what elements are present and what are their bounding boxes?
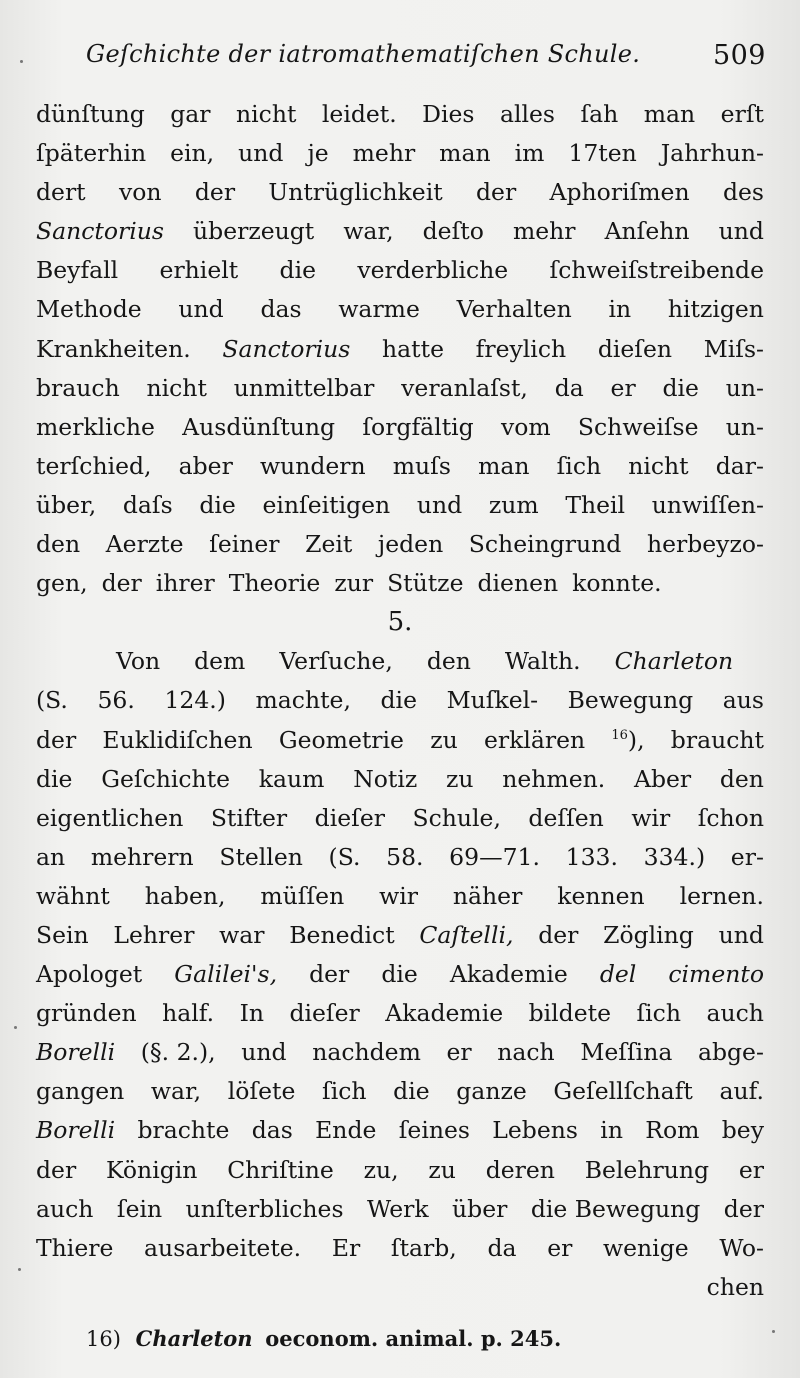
word: mehr	[352, 139, 416, 168]
word: ganze	[456, 1077, 527, 1106]
section-number	[36, 603, 764, 642]
word: dert	[36, 178, 86, 207]
word: Stifter	[210, 803, 288, 832]
word: 5.	[387, 607, 413, 638]
word: 133.	[565, 842, 618, 871]
word: deſto	[422, 217, 484, 246]
word: ſeines	[398, 1116, 470, 1145]
word: wähnt	[36, 881, 110, 910]
word: ſich	[636, 999, 681, 1028]
word: wenige	[603, 1233, 689, 1262]
word: Sanctorius	[36, 217, 164, 246]
word: Verſuche,	[279, 647, 393, 676]
word: Ende	[315, 1116, 377, 1145]
word: Beyfall	[36, 256, 119, 285]
footnote	[86, 1326, 766, 1351]
text-line	[36, 564, 764, 603]
word: bey	[721, 1116, 764, 1145]
word: zu	[430, 725, 458, 754]
paper-speck	[772, 1330, 775, 1333]
word: er	[446, 1038, 472, 1067]
text-line	[36, 330, 764, 369]
word: (S.	[36, 686, 68, 715]
word: 69—71.	[449, 842, 540, 871]
word: 58.	[386, 842, 424, 871]
word: konnte.	[572, 569, 662, 598]
text-line	[36, 721, 764, 760]
text-line	[36, 486, 764, 525]
word: 334.)	[643, 842, 706, 871]
text-line	[36, 212, 764, 251]
word: Borelli	[36, 1116, 116, 1145]
word: der	[101, 569, 142, 598]
text-line	[36, 642, 764, 681]
word: das	[251, 1116, 293, 1145]
word: je	[307, 139, 329, 168]
word: aber	[178, 451, 233, 480]
word: kaum	[258, 764, 325, 793]
word: Anſehn	[604, 217, 690, 246]
text-line	[36, 760, 764, 799]
word: deren	[485, 1155, 555, 1184]
word: Scheingrund	[468, 530, 622, 559]
word: Jahrhun-	[660, 139, 764, 168]
body-text	[36, 95, 764, 1307]
word: der	[723, 1194, 764, 1223]
word: unwiſſen-	[651, 490, 764, 519]
word: ſah	[580, 100, 619, 128]
word: cimento	[668, 960, 764, 989]
text-line	[36, 1072, 764, 1111]
word: war,	[150, 1077, 202, 1106]
word: Schule,	[412, 803, 501, 832]
word: und	[238, 139, 284, 168]
word: gen,	[36, 569, 88, 598]
word: muſs	[392, 451, 451, 480]
word: In	[239, 999, 264, 1028]
word: aus	[722, 686, 764, 715]
word: ſpäterhin	[36, 139, 147, 168]
word: nehmen.	[502, 764, 606, 793]
word: 17ten	[568, 139, 637, 168]
word: er-	[730, 842, 764, 871]
word: Werk	[366, 1194, 429, 1223]
word: Akademie	[385, 999, 504, 1028]
footnote-mark: 16)	[86, 1327, 121, 1351]
word: nicht	[146, 373, 207, 402]
word: auch	[706, 999, 764, 1028]
text-line	[36, 877, 764, 916]
word: ſeiner	[209, 530, 280, 559]
word: half.	[162, 999, 215, 1028]
word: ausarbeitete.	[144, 1233, 302, 1262]
word: Stütze	[387, 569, 464, 598]
word: Bewegung	[567, 686, 694, 715]
word: von	[118, 178, 162, 207]
text-line	[36, 1111, 764, 1150]
word: in	[600, 1116, 623, 1145]
text-line	[36, 916, 764, 955]
word: nicht	[236, 100, 297, 128]
word: brachte	[137, 1116, 230, 1145]
word: Krankheiten.	[36, 334, 191, 363]
word: 124.)	[164, 686, 226, 715]
word: verderbliche	[357, 256, 509, 285]
text-line	[36, 1190, 764, 1229]
word: erhielt	[159, 256, 239, 285]
word: Galilei's,	[174, 960, 278, 989]
word: Methode	[36, 295, 142, 324]
word: wir	[379, 881, 418, 910]
word: die	[279, 256, 316, 285]
word: lernen.	[679, 881, 764, 910]
word: dieſer	[289, 999, 360, 1028]
word: da	[487, 1233, 517, 1262]
word: den	[36, 530, 81, 559]
word: chen	[706, 1272, 764, 1301]
word: unmittelbar	[233, 373, 375, 402]
paper-speck	[20, 60, 23, 63]
word: Lehrer	[113, 920, 195, 949]
word: braucht	[670, 725, 764, 754]
text-line	[36, 525, 764, 564]
page-number: 509	[712, 40, 766, 71]
word: Thiere	[36, 1233, 114, 1262]
word: un-	[725, 373, 764, 402]
text-line	[36, 681, 764, 720]
word: mehrern	[90, 842, 194, 871]
word: über,	[36, 490, 97, 519]
word: Euklidiſchen	[102, 725, 253, 754]
footnote-citation: oeconom. animal. p. 245.	[265, 1326, 562, 1351]
paper-speck	[14, 1026, 17, 1029]
word: ſchon	[697, 803, 764, 832]
word: Rom	[645, 1116, 700, 1145]
text-line	[36, 1151, 764, 1190]
word: den	[426, 647, 471, 676]
text-line	[36, 173, 764, 212]
word: ein,	[170, 139, 215, 168]
word: über	[452, 1194, 508, 1223]
word: das	[260, 295, 302, 324]
word: der	[36, 1155, 77, 1184]
word: nicht	[628, 451, 689, 480]
word: näher	[452, 881, 523, 910]
word: da	[554, 373, 584, 402]
text-line	[36, 408, 764, 447]
word: Von	[116, 647, 161, 676]
word: der	[194, 178, 236, 207]
word: er	[738, 1155, 764, 1184]
word: Borelli	[36, 1038, 116, 1067]
word: dieſer	[314, 803, 385, 832]
word: Ausdünſtung	[182, 412, 336, 441]
word: auf.	[719, 1077, 764, 1106]
word: merkliche	[36, 412, 155, 441]
word: brauch	[36, 373, 120, 402]
word: auch	[36, 1194, 94, 1223]
word: ſich	[322, 1077, 367, 1106]
word: man	[478, 451, 530, 480]
word: und	[718, 217, 764, 246]
text-line	[36, 799, 764, 838]
word: wir	[631, 803, 671, 832]
word: die	[393, 1077, 430, 1106]
word: und	[416, 490, 463, 519]
word: ſtarb,	[390, 1233, 457, 1262]
word: (§. 2.),	[140, 1038, 216, 1067]
word: einſeitigen	[262, 490, 391, 519]
word: überzeugt	[193, 217, 315, 246]
word: Sein	[36, 920, 89, 949]
word: Charleton	[614, 647, 734, 676]
word: erklären	[483, 725, 586, 754]
word: Apologet	[36, 960, 143, 989]
word: der	[36, 725, 77, 754]
word: Dies	[422, 100, 475, 128]
word: und	[241, 1038, 287, 1067]
word: zu	[445, 764, 474, 793]
word: Theorie	[228, 569, 321, 598]
word: Akademie	[449, 960, 568, 989]
text-line	[36, 95, 764, 134]
word: erſt	[720, 100, 764, 128]
word: die Bewegung	[530, 1194, 701, 1223]
word: gar	[170, 100, 211, 128]
word: Geſchichte	[101, 764, 231, 793]
word: daſs	[122, 490, 173, 519]
word: eigentlichen	[36, 803, 184, 832]
word: ihrer	[155, 569, 215, 598]
footnote-author: Charleton	[135, 1326, 253, 1351]
word: an	[36, 842, 66, 871]
word: Theil	[565, 490, 626, 519]
word: ſein	[116, 1194, 163, 1223]
text-line	[36, 290, 764, 329]
word: war,	[343, 217, 394, 246]
word: dünſtung	[36, 100, 145, 128]
word: freylich	[475, 334, 567, 363]
word: den	[719, 764, 764, 793]
word: Muſkel-	[446, 686, 539, 715]
word: machte,	[255, 686, 351, 715]
word: Caſtelli,	[419, 920, 514, 949]
word: gangen	[36, 1077, 125, 1106]
word: war	[219, 920, 265, 949]
text-line	[36, 134, 764, 173]
word: löſete	[227, 1077, 296, 1106]
word: die	[381, 960, 418, 989]
text-line	[36, 251, 764, 290]
text-line	[36, 447, 764, 486]
word: zum	[488, 490, 539, 519]
word: Chriſtine	[227, 1155, 334, 1184]
word: in	[608, 295, 632, 324]
word: zu	[428, 1155, 456, 1184]
word: un-	[725, 412, 764, 441]
text-line	[36, 955, 764, 994]
word: alles	[499, 100, 555, 128]
word: vom	[500, 412, 551, 441]
word: Lebens	[492, 1116, 578, 1145]
word: zur	[334, 569, 374, 598]
word: zu,	[363, 1155, 399, 1184]
word: Königin	[105, 1155, 198, 1184]
word: nach	[497, 1038, 555, 1067]
word: dar-	[715, 451, 764, 480]
word: Untrüglichkeit	[268, 178, 443, 207]
word: haben,	[144, 881, 226, 910]
word: wundern	[259, 451, 366, 480]
word: im	[514, 139, 545, 168]
word: (S.	[328, 842, 361, 871]
word: abge-	[697, 1038, 764, 1067]
word: Notiz	[353, 764, 418, 793]
word: der	[309, 960, 350, 989]
word: del	[599, 960, 637, 989]
word: und	[178, 295, 224, 324]
word: ſorgfältig	[362, 412, 474, 441]
word: Sanctorius	[222, 334, 351, 363]
word: ſich	[556, 451, 602, 480]
word: und	[718, 920, 764, 949]
paper-speck	[18, 1268, 21, 1271]
word: Zeit	[305, 530, 353, 559]
word: des	[722, 178, 764, 207]
word: jeden	[377, 530, 444, 559]
word: gründen	[36, 999, 137, 1028]
word: leidet.	[321, 100, 397, 128]
word: die	[380, 686, 417, 715]
word: Wo-	[719, 1233, 764, 1262]
word: Benedict	[289, 920, 395, 949]
word: dienen	[477, 569, 559, 598]
text-line	[36, 369, 764, 408]
word: Aerzte	[105, 530, 184, 559]
word: Geſellſchaft	[553, 1077, 693, 1106]
word: Zögling	[603, 920, 694, 949]
word: nachdem	[312, 1038, 421, 1067]
word: die	[36, 764, 73, 793]
word: unſterbliches	[185, 1194, 344, 1223]
text-line	[36, 1268, 764, 1307]
word: herbeyzo-	[646, 530, 764, 559]
word: müſſen	[260, 881, 345, 910]
word: der	[538, 920, 579, 949]
word: die	[199, 490, 236, 519]
word: Walth.	[504, 647, 581, 676]
word: $^{16}$),	[611, 725, 645, 754]
word: man	[439, 139, 491, 168]
word: die	[662, 373, 699, 402]
word: Stellen	[219, 842, 303, 871]
word: Geometrie	[278, 725, 404, 754]
text-line	[36, 1033, 764, 1072]
word: Er	[331, 1233, 361, 1262]
word: Verhalten	[456, 295, 572, 324]
word: veranlaſst,	[401, 373, 528, 402]
word: bildete	[528, 999, 611, 1028]
word: 56.	[97, 686, 135, 715]
word: hatte	[382, 334, 444, 363]
text-line	[36, 838, 764, 877]
running-title: Geſchichte der iatromathematiſchen Schule.	[86, 40, 641, 68]
word: Miſs-	[703, 334, 764, 363]
word: Schweiſse	[577, 412, 699, 441]
text-line	[36, 1229, 764, 1268]
word: Aphoriſmen	[549, 178, 690, 207]
word: Belehrung	[584, 1155, 710, 1184]
running-header	[86, 34, 766, 74]
word: ſchweiſstreibende	[549, 256, 764, 285]
word: er	[547, 1233, 573, 1262]
word: dem	[194, 647, 246, 676]
word: kennen	[557, 881, 645, 910]
word: hitzigen	[667, 295, 764, 324]
word: mehr	[512, 217, 576, 246]
word: warme	[338, 295, 420, 324]
word: deſſen	[528, 803, 604, 832]
word: terſchied,	[36, 451, 152, 480]
word: der	[476, 178, 517, 207]
word: dieſen	[597, 334, 673, 363]
word: man	[643, 100, 696, 128]
word: Meſſina	[580, 1038, 673, 1067]
word: er	[610, 373, 636, 402]
text-line	[36, 994, 764, 1033]
word: Aber	[633, 764, 692, 793]
